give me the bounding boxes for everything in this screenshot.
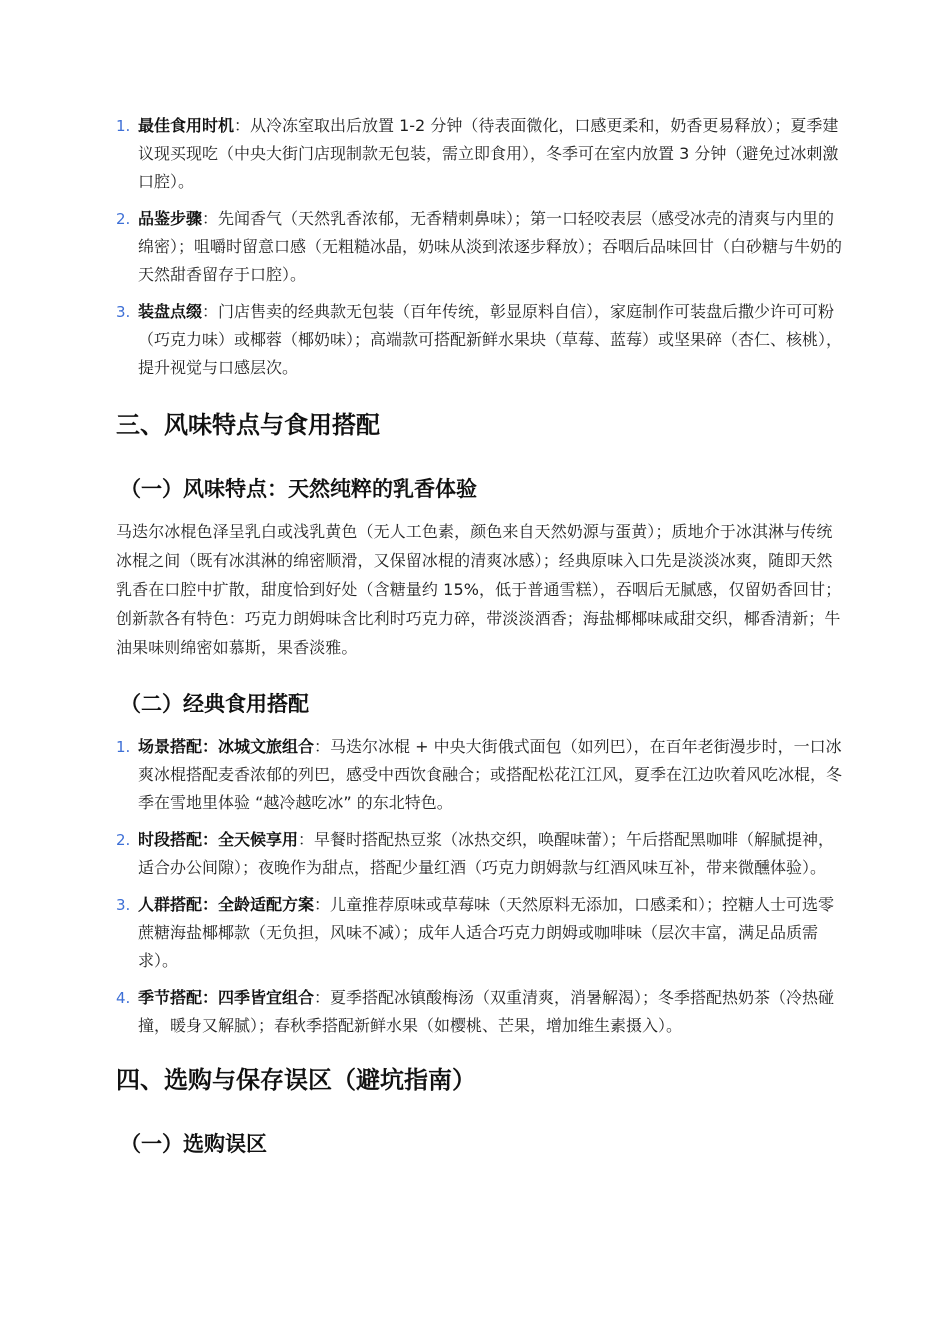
list-item (116, 733, 844, 817)
list-item-text: ：先闻香气（天然乳香浓郁，无香精刺鼻味）；第一口轻咬表层（感受冰壳的清爽与内里的绵密）；咀嚼时留意口感（无粗糙冰晶，奶味从淡到浓逐步释放）；吞咽后品味回甘（白砂糖与牛奶的天然甜香留存于口腔）。 (138, 209, 843, 284)
list-item-text: ：门店售卖的经典款无包装（百年传统，彰显原料自信），家庭制作可装盘后撒少许可可粉（巧克力味）或椰蓉（椰奶味）；高端款可搭配新鲜水果块（草莓、蓝莓）或坚果碎（杏仁、核桃），提升视觉与口感层次。 (138, 302, 843, 377)
list-item-title: 场景搭配：冰城文旅组合 (138, 737, 315, 756)
list-item (116, 205, 844, 289)
list-item-text: ：早餐时搭配热豆浆（冰热交织，唤醒味蕾）；午后搭配黑咖啡（解腻提神，适合办公间隙）；夜晚作为甜点，搭配少量红酒（巧克力朗姆款与红酒风味互补，带来微醺体验）。 (138, 830, 835, 877)
subsection-heading: （一）风味特点：天然纯粹的乳香体验 (120, 477, 477, 501)
list-number: 1. (116, 117, 131, 135)
list-item-title: 品鉴步骤 (138, 209, 203, 228)
pairing-list (116, 733, 844, 1040)
list-item-title: 人群搭配：全龄适配方案 (138, 895, 315, 914)
list-item-title: 装盘点缀 (138, 302, 203, 321)
list-item (116, 826, 844, 882)
list-item-text: ：马迭尔冰棍 + 中央大街俄式面包（如列巴），在百年老街漫步时，一口冰爽冰棍搭配麦香浓郁的列巴，感受中西饮食融合；或搭配松花江江风，夏季在江边吹着风吃冰棍，冬季在雪地里体验 “越冷越吃冰” 的东北特色。 (138, 737, 843, 812)
flavor-paragraph: 马迭尔冰棍色泽呈乳白或浅乳黄色（无人工色素，颜色来自天然奶源与蛋黄）；质地介于冰淇淋与传统冰棍之间（既有冰淇淋的绵密顺滑，又保留冰棍的清爽冰感）；经典原味入口先是淡淡冰爽，随即天然乳香在口腔中扩散，甜度恰到好处（含糖量约 15%，低于普通雪糕），吞咽后无腻感，仅留奶香回甘；创新款各有特色：巧克力朗姆味含比利时巧克力碎，带淡淡酒香；海盐椰椰味咸甜交织，椰香清新；牛油果味则绵密如慕斯，果香淡雅。 (116, 522, 842, 657)
list-item (116, 984, 844, 1040)
list-item (116, 112, 844, 196)
list-item (116, 298, 844, 382)
section-heading: 四、选购与保存误区（避坑指南） (116, 1066, 476, 1094)
list-number: 2. (116, 831, 131, 849)
document-page (116, 112, 844, 1160)
list-number: 3. (116, 303, 131, 321)
list-item-text: ：儿童推荐原味或草莓味（天然原料无添加，口感柔和）；控糖人士可选零蔗糖海盐椰椰款（无负担，风味不减）；成年人适合巧克力朗姆或咖啡味（层次丰富，满足品质需求）。 (138, 895, 835, 970)
list-item-title: 最佳食用时机 (138, 116, 235, 135)
list-item-title: 季节搭配：四季皆宜组合 (138, 988, 315, 1007)
list-item-text: ：夏季搭配冰镇酸梅汤（双重清爽，消暑解渴）；冬季搭配热奶茶（冷热碰撞，暖身又解腻）；春秋季搭配新鲜水果（如樱桃、芒果，增加维生素摄入）。 (138, 988, 835, 1035)
list-number: 1. (116, 738, 131, 756)
section-heading: 三、风味特点与食用搭配 (116, 411, 380, 439)
subsection-heading: （二）经典食用搭配 (120, 692, 309, 716)
list-number: 3. (116, 896, 131, 914)
list-number: 4. (116, 989, 131, 1007)
subsection-heading: （一）选购误区 (120, 1132, 267, 1156)
list-item-text: ：从冷冻室取出后放置 1-2 分钟（待表面微化，口感更柔和，奶香更易释放）；夏季建议现买现吃（中央大街门店现制款无包装，需立即食用），冬季可在室内放置 3 分钟（避免过冰刺激口腔）。 (138, 116, 839, 191)
serving-tips-list (116, 112, 844, 382)
list-item-title: 时段搭配：全天候享用 (138, 830, 299, 849)
list-number: 2. (116, 210, 131, 228)
list-item (116, 891, 844, 975)
